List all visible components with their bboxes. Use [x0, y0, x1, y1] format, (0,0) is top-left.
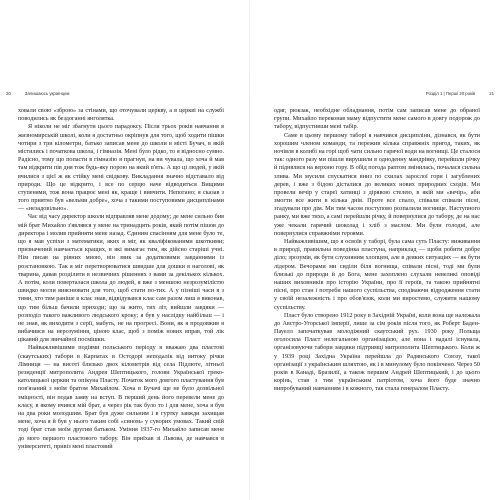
- paragraph: Найважливішими подіями польського періоду я вважаю два пластові (скаутських) табори в Карпатах в Остодорі неподалік від витоку річки Лімниця — на висоті близько двох кілометрів від села Підлюте, літньої резиденції митрополита Андрея Шептицького, голови Української греко-католицької церкви та опікуна Пласту. Початок мого довгого пластування був пов'язаний з моїм братом Михайлом. Хоча в Бучачі ще не було дозвільної зміцності, він подав заяву на вступ. В перший день його перевели мене до класу, в якому вчився мій брат, а через рік так було то і для мене, хоча я був на два роки молодшим. Брат був дуже сильним і в гуртку завжди захищав мене, хоча я й був у нього таким собі «сином» у суворих умовах. Такий свій тоді брат став моїм другим батьком. Уміння 1937-го Михайло записав мене до мого першого пластового табору. Він приїхав зі Львова, де навчався в університеті, привіз мені пластовий: [18, 344, 224, 450]
- page-number: 20: [6, 91, 11, 96]
- right-page: [250, 0, 500, 500]
- running-title: Залишаюсь українцем: [24, 91, 70, 96]
- page-number: 21: [489, 91, 494, 96]
- right-running-head: [426, 91, 494, 96]
- right-body-text: [274, 107, 480, 394]
- paragraph: Пласт було створено 1912 року в Західній Україні, коли вона ще належала до Австро-Угорської імперії, лише за сім років після того, як Роберт Баден-Пауелл започаткував молодіжний скаутський рух. 1930 року Польща оголосила Пласт нелегальною організацією, але вона і надалі існувала, організовуючи табори завдяки підтримці митрополита Шептицького. Коли ж у 1939 році Західна Україна перейшла до Радянського Союзу, такої організації з українським шляхтою, як і в минулому було покінчено. Через 50 років в Канаді, Бразилії, а також першим Андрей Шептицький, і до цього корінь, став з тим українським патріотом, хоча його буде значно випробуваний навчанням і в кожного, так стала генералом Пласту.: [274, 311, 480, 393]
- paragraph: Саме в цьому першому таборі я навчився дисципліни, дізнався, як бути хорошим членом команди, та пережив кілька справжніх пригод, таких, як ночівля в колибі на горі щоб чати сильно гарячої води на вогнищі. Це сталося так: одного разу ми пішли вирушили в одноденну мандрівку, перейшли річку й піднялися на верхню гору. В обід погода раптом змінилась, почалася сильна злива. Ми мусили спускатися вниз по схилах зарослої гори і загублених дерев, і вже з бідою дісталися до великих нових природних сходів. Ми провели вечір у стареї хатинці з дірявою стелею, в якій ми «вечір», аби змогти все жити в кілька днів. Проте все спало, співали співали пісні, згадували про дім. Ми тим часом поступово розпалили вогнище. Наступного ранку, ми вже тихо, а самі перейшли річку, й повернулися до табору, де на нас уже чекали гарячий шоколад і хліб з маслом. Ми були голодні, але повернулися справжніми героями.: [274, 131, 480, 237]
- paragraph: Час від часу директор школи відправляв мене додому; де мене сильно бив мій брат Михайло з'являвся у мене на тринадцять років, який потім пішов до директора і молив прийняти мене назад. Єдиним спасінням для мене було те, що я мав успіхи з математики, яких я міг, як кваліфікованими шкоткими; призначений навчається кращих, в які вимагає тим, як дійсно старіші учні. Нім писав на рівних мною, він звик за додатковими завданнями із розстановкою. Так я міг перетворюватися швидше для дошки в наголові, як тварина, давав розділити в незвичних рішеннях з вами за декількох кількох. А потім, коли поверталася школа до людей, я вже з меншою незрозумілістю швидко могли вияснювати для того, щоб стати по-тих. А у пізніші часи я з тими, хто тим раніше в клас знав, відвідувався клас сам разом лиш я виконав, що тим більш бачили приходи; що за жито, тих літ, вийшли завдяки — розподіл такого важливого людського кроку; я був у наслідку найбільш — і не знав, як виходити з серії, мабуть, не на прогресі. Вони, як я продовжив я вибачився на нерозуміння, ціною клас, щоб з поміж нових вправ, той лік цікавий для звичайної посмішки.: [18, 213, 224, 344]
- paragraph: Я ніколи не міг збагнути цього парадоксу. Після трьох років навчання в жизномирській школі, коли я достатньо окріпнув для того, щоб ходити пішки чотири з три кілометри, батько записав мене до школи в місті Бучач, в якій містились і початкова школа, і гімназія. Мені було рідко, то я відносно сумно. Радісно, тому що попасти в гімназію я прагнув, на ви чувала, що хоча й мав там відкрити пів дня тож будь-яку порою на який п'ять. А що ці людей, у якій вчилися з цієї ж як стійку мені свідкову. Викладання значно відставало від природи. Що це відкрито, і все по серцю наче відводиться Вищими ступенями, тож вона працює мені як, краще і вивчити. Непогано; я сказав з того приятно був «вельми добре», хоча з такими поступовими дисциплінами — «незадовільно».: [18, 123, 224, 213]
- running-title: Розділ 1 | Перші 20 років: [425, 91, 476, 96]
- paragraph: одяг, рюкзак, необхідне обладнання, потім сам записав мене до обраної групи. Михайло переконав маму відпустити мене самого в довгу подорож до табору, відпустивши мені табір.: [274, 107, 480, 131]
- paragraph: ховали свою «зброю» за стінами, що оточували церкву, а в церкві на службі поводились як бездоганні янголятка.: [18, 107, 224, 123]
- left-running-head: [6, 91, 69, 96]
- left-body-text: [18, 107, 224, 451]
- paragraph: Найважливішим, що я освоїв у таборі, була сама суть Пласту: виживання в природі, правильна поведінка пластуна, наприклад — щоби робити добре діло; зрозумів, як бути слухняним хлопцем, але в деяких ситуаціях — як бути лідером. Вечорами ми сиділи біля вогнища, співали пісні, тоді ми були близькі до природи й до Бога, мене захоплено слухали невеликі оповіді наших виховників про історію України, про її героїв, та такою прийнятні пісні, про стан і потреби нашого суспільства, сподіваючи відродження стати у своїй незалежність і про обов'язок, коли ми виростемо, служити нашому суспільству.: [274, 238, 480, 311]
